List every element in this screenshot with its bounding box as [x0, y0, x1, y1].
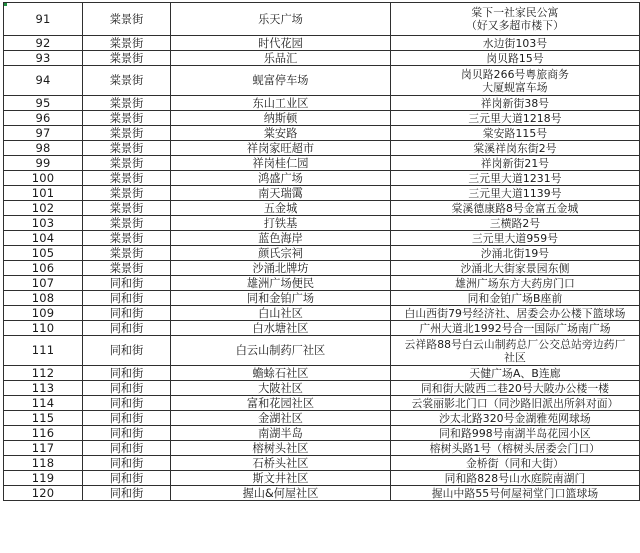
address-line: 三元里大道1231号: [468, 171, 562, 185]
row-number-cell[interactable]: 92: [4, 36, 83, 51]
row-number-cell[interactable]: 115: [4, 411, 83, 426]
row-number-cell[interactable]: 94: [4, 66, 83, 96]
street-cell[interactable]: 棠景街: [83, 186, 171, 201]
street-cell[interactable]: 同和街: [83, 306, 171, 321]
row-number-cell[interactable]: 120: [4, 486, 83, 501]
address-cell[interactable]: [391, 36, 640, 51]
row-number-cell[interactable]: 118: [4, 456, 83, 471]
place-name-cell[interactable]: 蚬富停车场: [171, 66, 391, 96]
address-cell[interactable]: [391, 471, 640, 486]
table-row: [4, 126, 640, 141]
street-cell[interactable]: 同和街: [83, 276, 171, 291]
address-cell[interactable]: [391, 336, 640, 366]
address-line: 沙太北路320号金湖雅苑网球场: [439, 411, 591, 425]
street-cell[interactable]: 同和街: [83, 456, 171, 471]
address-cell[interactable]: [391, 306, 640, 321]
address-line: 沙涌北大街家景园东侧: [460, 261, 570, 275]
place-name-cell[interactable]: 南天瑞霭: [171, 186, 391, 201]
address-cell[interactable]: [391, 276, 640, 291]
table-row: [4, 456, 640, 471]
street-cell[interactable]: 棠景街: [83, 96, 171, 111]
address-cell[interactable]: [391, 261, 640, 276]
row-number-cell[interactable]: 107: [4, 276, 83, 291]
street-cell[interactable]: 棠景街: [83, 126, 171, 141]
row-number-cell[interactable]: 102: [4, 201, 83, 216]
street-cell[interactable]: 棠景街: [83, 141, 171, 156]
row-number-cell[interactable]: 113: [4, 381, 83, 396]
address-line: 棠溪祥岗东街2号: [473, 141, 557, 155]
address-cell[interactable]: [391, 291, 640, 306]
address-cell[interactable]: [391, 51, 640, 66]
table-row: [4, 411, 640, 426]
street-cell[interactable]: 同和街: [83, 381, 171, 396]
address-line: 同和路828号山水庭院南湖门: [444, 471, 586, 485]
address-cell[interactable]: [391, 156, 640, 171]
address-cell[interactable]: [391, 381, 640, 396]
row-number-cell[interactable]: 111: [4, 336, 83, 366]
row-number-cell[interactable]: 117: [4, 441, 83, 456]
street-cell[interactable]: 棠景街: [83, 231, 171, 246]
data-table: [3, 2, 640, 501]
row-number-cell[interactable]: 93: [4, 51, 83, 66]
address-cell[interactable]: [391, 201, 640, 216]
street-cell[interactable]: 同和街: [83, 321, 171, 336]
table-row: [4, 111, 640, 126]
place-name-cell[interactable]: 同和金铂广场: [171, 291, 391, 306]
place-name-cell[interactable]: 沙涌北牌坊: [171, 261, 391, 276]
place-name-cell[interactable]: 颜氏宗祠: [171, 246, 391, 261]
street-cell[interactable]: 棠景街: [83, 3, 171, 36]
address-cell[interactable]: [391, 126, 640, 141]
address-line: 祥岗新街21号: [480, 156, 550, 170]
address-cell[interactable]: [391, 111, 640, 126]
address-line: 雄洲广场东方大药房门口: [455, 276, 575, 290]
street-cell[interactable]: 棠景街: [83, 201, 171, 216]
street-cell[interactable]: 棠景街: [83, 36, 171, 51]
place-name-cell[interactable]: 石桥头社区: [171, 456, 391, 471]
table-row: [4, 471, 640, 486]
table-row: [4, 291, 640, 306]
address-cell[interactable]: [391, 441, 640, 456]
street-cell[interactable]: 棠景街: [83, 66, 171, 96]
street-cell[interactable]: 同和街: [83, 441, 171, 456]
address-cell[interactable]: [391, 486, 640, 501]
row-number-cell[interactable]: 105: [4, 246, 83, 261]
place-name-cell[interactable]: 鸿盛广场: [171, 171, 391, 186]
table-row: [4, 141, 640, 156]
address-cell[interactable]: [391, 231, 640, 246]
place-name-cell[interactable]: 白山社区: [171, 306, 391, 321]
street-cell[interactable]: 棠景街: [83, 261, 171, 276]
row-number-cell[interactable]: 104: [4, 231, 83, 246]
table-row: [4, 96, 640, 111]
row-number-cell[interactable]: 96: [4, 111, 83, 126]
address-line: 祥岗新街38号: [480, 96, 550, 110]
address-cell[interactable]: [391, 171, 640, 186]
table-row: [4, 306, 640, 321]
table-row: [4, 366, 640, 381]
place-name-cell[interactable]: 打铁基: [171, 216, 391, 231]
address-cell[interactable]: [391, 216, 640, 231]
address-line: 同和街大陂西二巷20号大陂办公楼一楼: [420, 381, 610, 395]
place-name-cell[interactable]: 乐品汇: [171, 51, 391, 66]
table-row: [4, 381, 640, 396]
row-number-cell[interactable]: 116: [4, 426, 83, 441]
table-row: [4, 3, 640, 36]
table-row: [4, 171, 640, 186]
address-line: 棠安路115号: [482, 126, 548, 140]
table-row: [4, 426, 640, 441]
place-name-cell[interactable]: 祥岗桂仁园: [171, 156, 391, 171]
street-cell[interactable]: 同和街: [83, 426, 171, 441]
street-cell[interactable]: 棠景街: [83, 51, 171, 66]
street-cell[interactable]: 棠景街: [83, 216, 171, 231]
row-number-cell[interactable]: 119: [4, 471, 83, 486]
place-name-cell[interactable]: 白水塘社区: [171, 321, 391, 336]
address-line: 同和路998号南湖半岛花园小区: [439, 426, 591, 440]
row-number-cell[interactable]: 98: [4, 141, 83, 156]
address-cell[interactable]: [391, 141, 640, 156]
address-line: 握山中路55号何屋祠堂门口篮球场: [431, 486, 599, 500]
address-line: 金桥街（同和大街）: [465, 456, 565, 470]
street-cell[interactable]: 同和街: [83, 486, 171, 501]
address-line: 棠下一社家民公寓: [471, 6, 559, 19]
table-row: [4, 156, 640, 171]
table-row: [4, 486, 640, 501]
place-name-cell[interactable]: 雄洲广场便民: [171, 276, 391, 291]
place-name-cell[interactable]: 金湖社区: [171, 411, 391, 426]
table-row: [4, 336, 640, 366]
place-name-cell[interactable]: 祥岗家旺超市: [171, 141, 391, 156]
row-number-cell[interactable]: 95: [4, 96, 83, 111]
address-line: 棠溪德康路8号金富五金城: [451, 201, 579, 215]
table-row: [4, 51, 640, 66]
address-cell[interactable]: [391, 411, 640, 426]
street-cell[interactable]: 同和街: [83, 396, 171, 411]
address-cell[interactable]: [391, 456, 640, 471]
place-name-cell[interactable]: 握山&何屋社区: [171, 486, 391, 501]
address-line: 天健广场A、B连廊: [469, 366, 561, 380]
address-cell[interactable]: [391, 66, 640, 96]
address-cell[interactable]: [391, 3, 640, 36]
street-cell[interactable]: 同和街: [83, 291, 171, 306]
street-cell[interactable]: 棠景街: [83, 156, 171, 171]
address-cell[interactable]: [391, 321, 640, 336]
place-name-cell[interactable]: 蓝色海岸: [171, 231, 391, 246]
address-line: 榕树头路1号（榕树头居委会门口）: [429, 441, 601, 455]
row-number-cell[interactable]: 101: [4, 186, 83, 201]
place-name-cell[interactable]: 棠安路: [171, 126, 391, 141]
address-line: （好又多超市楼下）: [465, 19, 565, 32]
address-cell[interactable]: [391, 186, 640, 201]
row-number-cell[interactable]: 108: [4, 291, 83, 306]
table-row: [4, 396, 640, 411]
place-name-cell[interactable]: 斯文井社区: [171, 471, 391, 486]
address-line: 社区: [504, 350, 526, 364]
address-cell[interactable]: [391, 396, 640, 411]
address-line: 三元里大道1139号: [468, 186, 562, 200]
table-row: [4, 66, 640, 96]
table-row: [4, 186, 640, 201]
place-name-cell[interactable]: 白云山制药厂社区: [171, 336, 391, 366]
street-cell[interactable]: 同和街: [83, 411, 171, 426]
place-name-cell[interactable]: 蟾蜍石社区: [171, 366, 391, 381]
place-name-cell[interactable]: 纳斯顿: [171, 111, 391, 126]
row-number-cell[interactable]: 114: [4, 396, 83, 411]
place-name-cell[interactable]: 时代花园: [171, 36, 391, 51]
table-row: [4, 231, 640, 246]
address-line: 岗贝路15号: [486, 51, 544, 65]
address-line: 云祥路88号白云山制药总厂公交总站旁边药厂: [404, 337, 626, 351]
place-name-cell[interactable]: 大陂社区: [171, 381, 391, 396]
row-number-cell[interactable]: 106: [4, 261, 83, 276]
street-cell[interactable]: 棠景街: [83, 111, 171, 126]
table-row: [4, 276, 640, 291]
table-row: [4, 441, 640, 456]
table-row: [4, 321, 640, 336]
street-cell[interactable]: 棠景街: [83, 171, 171, 186]
address-line: 白山西街79号经济社、居委会办公楼下篮球场: [404, 306, 626, 320]
street-cell[interactable]: 同和街: [83, 366, 171, 381]
row-number-cell[interactable]: 99: [4, 156, 83, 171]
place-name-cell[interactable]: 富和花园社区: [171, 396, 391, 411]
place-name-cell[interactable]: 东山工业区: [171, 96, 391, 111]
table-row: [4, 246, 640, 261]
street-cell[interactable]: 同和街: [83, 336, 171, 366]
address-cell[interactable]: [391, 366, 640, 381]
table-row: [4, 216, 640, 231]
address-cell[interactable]: [391, 96, 640, 111]
table-row: [4, 201, 640, 216]
address-line: 岗贝路266号粤旅商务: [460, 67, 570, 81]
row-number-cell[interactable]: 109: [4, 306, 83, 321]
address-line: 沙涌北街19号: [480, 246, 550, 260]
address-line: 三元里大道1218号: [468, 111, 562, 125]
street-cell[interactable]: 同和街: [83, 471, 171, 486]
address-line: 广州大道北1992号合一国际广场南广场: [419, 321, 611, 335]
row-number-cell[interactable]: 100: [4, 171, 83, 186]
address-line: 三横路2号: [489, 216, 541, 230]
street-cell[interactable]: 棠景街: [83, 246, 171, 261]
row-number-cell[interactable]: 110: [4, 321, 83, 336]
place-name-cell[interactable]: 五金城: [171, 201, 391, 216]
address-cell[interactable]: [391, 426, 640, 441]
address-line: 云裳丽影北门口（同沙路旧派出所斜对面）: [411, 396, 619, 410]
row-number-cell[interactable]: 103: [4, 216, 83, 231]
table-row: [4, 261, 640, 276]
address-line: 三元里大道959号: [471, 231, 559, 245]
row-number-cell[interactable]: 91: [4, 3, 83, 36]
address-cell[interactable]: [391, 246, 640, 261]
place-name-cell[interactable]: 南湖半岛: [171, 426, 391, 441]
place-name-cell[interactable]: 榕树头社区: [171, 441, 391, 456]
row-number-cell[interactable]: 112: [4, 366, 83, 381]
row-number-cell[interactable]: 97: [4, 126, 83, 141]
table-row: [4, 36, 640, 51]
table-body: [4, 3, 640, 501]
address-line: 同和金铂广场B座前: [467, 291, 563, 305]
place-name-cell[interactable]: 乐天广场: [171, 3, 391, 36]
address-line: 大厦蚬富车场: [482, 80, 548, 94]
address-line: 水边街103号: [482, 36, 548, 50]
